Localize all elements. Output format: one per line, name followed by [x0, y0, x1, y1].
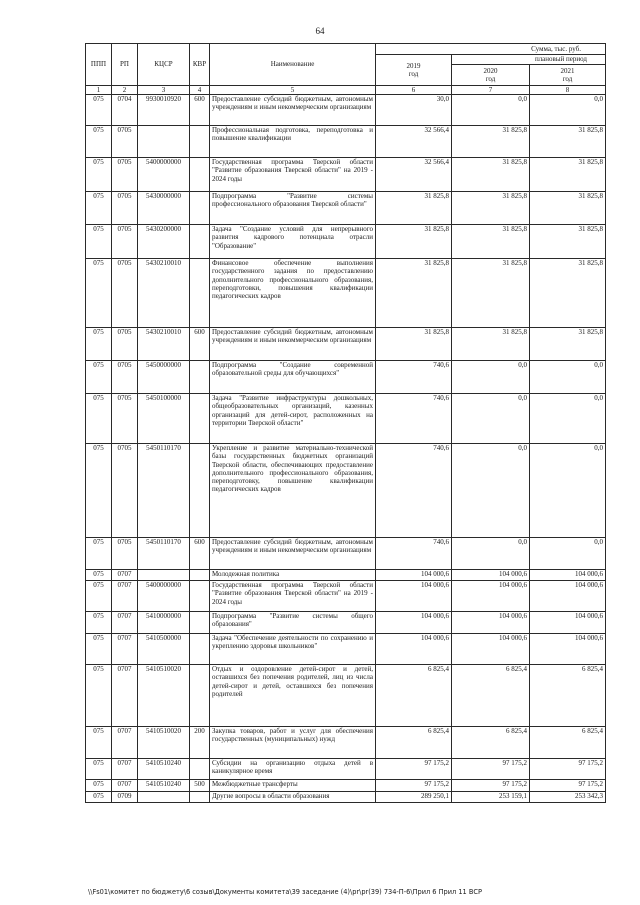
table-row — [86, 570, 606, 581]
cell-kcsr: 5410510020 — [138, 727, 190, 759]
cell-kcsr: 5430210010 — [138, 259, 190, 328]
table-row — [86, 665, 606, 727]
cell-2021: 104 000,6 — [530, 612, 606, 634]
cell-2021: 0,0 — [530, 394, 606, 444]
cell-kcsr: 5450110170 — [138, 444, 190, 538]
header-sum: Сумма, тыс. руб. — [376, 44, 606, 55]
cell-ppp: 075 — [86, 612, 112, 634]
cell-2020: 31 825,8 — [452, 158, 530, 192]
table-row — [86, 192, 606, 225]
cell-kvr — [190, 192, 210, 225]
cell-rp: 0707 — [112, 581, 138, 612]
cell-name: Предоставление субсидий бюджетным, автономным учреждениям и иным некоммерческим организациям — [210, 95, 376, 126]
footer-file-path: \\Fs01\комитет по бюджету\6 созыв\Документы комитета\39 заседание (4)\pr\pr(39) 734-П-6\Прил 6 Прил 11 ВСР — [88, 888, 482, 896]
cell-kvr — [190, 444, 210, 538]
cell-2019: 31 825,8 — [376, 225, 452, 259]
table-row — [86, 634, 606, 665]
cell-kvr — [190, 361, 210, 394]
cell-2020: 31 825,8 — [452, 259, 530, 328]
cell-2020: 31 825,8 — [452, 192, 530, 225]
cell-rp: 0705 — [112, 192, 138, 225]
cell-ppp: 075 — [86, 259, 112, 328]
table-row — [86, 328, 606, 361]
cell-2019: 740,6 — [376, 538, 452, 570]
header-2020-year: 2020 — [483, 66, 498, 75]
page-number: 64 — [315, 26, 325, 36]
cell-2021: 31 825,8 — [530, 192, 606, 225]
header-rp: РП — [112, 44, 138, 86]
table-row — [86, 538, 606, 570]
cell-kcsr — [138, 126, 190, 158]
cell-kcsr: 5410510240 — [138, 759, 190, 780]
cell-2021: 31 825,8 — [530, 328, 606, 361]
cell-kcsr: 5400000000 — [138, 581, 190, 612]
header-2019 — [376, 55, 452, 86]
column-number: 2 — [112, 86, 138, 95]
cell-kcsr: 5410000000 — [138, 612, 190, 634]
cell-2021: 6 825,4 — [530, 665, 606, 727]
cell-2020: 0,0 — [452, 394, 530, 444]
cell-2019: 104 000,6 — [376, 612, 452, 634]
cell-kcsr: 5450100000 — [138, 394, 190, 444]
cell-2020: 31 825,8 — [452, 225, 530, 259]
cell-kcsr: 5450110170 — [138, 538, 190, 570]
cell-2019: 740,6 — [376, 394, 452, 444]
column-number: 8 — [530, 86, 606, 95]
cell-ppp: 075 — [86, 225, 112, 259]
cell-ppp: 075 — [86, 192, 112, 225]
cell-name: Межбюджетные трансферты — [210, 780, 376, 792]
cell-name: Подпрограмма "Создание современной образовательной среды для обучающихся" — [210, 361, 376, 394]
cell-ppp: 075 — [86, 665, 112, 727]
table-row — [86, 126, 606, 158]
cell-2019: 97 175,2 — [376, 780, 452, 792]
cell-2021: 253 342,3 — [530, 792, 606, 803]
cell-kvr — [190, 570, 210, 581]
table-row — [86, 727, 606, 759]
cell-2019: 32 566,4 — [376, 126, 452, 158]
cell-kvr: 200 — [190, 727, 210, 759]
table-body — [86, 95, 606, 803]
cell-2020: 97 175,2 — [452, 759, 530, 780]
table-row — [86, 394, 606, 444]
cell-rp: 0709 — [112, 792, 138, 803]
column-number: 3 — [138, 86, 190, 95]
table-row — [86, 259, 606, 328]
header-ppp: ППП — [86, 44, 112, 86]
cell-name: Отдых и оздоровление детей-сирот и детей, оставшихся без попечения родителей, лиц из числа детей-сирот и детей, оставшихся без попечения родителей — [210, 665, 376, 727]
cell-rp: 0705 — [112, 444, 138, 538]
cell-ppp: 075 — [86, 792, 112, 803]
cell-2019: 104 000,6 — [376, 634, 452, 665]
cell-2019: 97 175,2 — [376, 759, 452, 780]
cell-2021: 0,0 — [530, 95, 606, 126]
cell-2020: 104 000,6 — [452, 634, 530, 665]
cell-2020: 0,0 — [452, 361, 530, 394]
cell-name: Профессиональная подготовка, переподготовка и повышение квалификации — [210, 126, 376, 158]
cell-name: Другие вопросы в области образования — [210, 792, 376, 803]
cell-rp: 0707 — [112, 634, 138, 665]
cell-2020: 6 825,4 — [452, 665, 530, 727]
cell-name: Задача "Развитие инфраструктуры дошкольных, общеобразовательных организаций, казенных организаций для детей-сирот, расположенных на территории Тверской области" — [210, 394, 376, 444]
cell-2021: 0,0 — [530, 538, 606, 570]
cell-name: Задача "Создание условий для непрерывного развития кадрового потенциала отрасли "Образование" — [210, 225, 376, 259]
cell-2020: 104 000,6 — [452, 612, 530, 634]
cell-2021: 31 825,8 — [530, 225, 606, 259]
cell-kvr: 500 — [190, 780, 210, 792]
cell-name: Субсидии на организацию отдыха детей в каникулярное время — [210, 759, 376, 780]
table-row — [86, 792, 606, 803]
cell-2020: 253 159,1 — [452, 792, 530, 803]
table-row — [86, 780, 606, 792]
cell-rp: 0704 — [112, 95, 138, 126]
column-number: 7 — [452, 86, 530, 95]
cell-kvr — [190, 259, 210, 328]
cell-2020: 104 000,6 — [452, 570, 530, 581]
cell-kvr — [190, 665, 210, 727]
cell-kvr — [190, 158, 210, 192]
cell-kcsr: 5410500000 — [138, 634, 190, 665]
table-row — [86, 444, 606, 538]
table-row — [86, 612, 606, 634]
cell-ppp: 075 — [86, 538, 112, 570]
cell-kcsr: 5430000000 — [138, 192, 190, 225]
cell-kvr — [190, 634, 210, 665]
cell-name: Финансовое обеспечение выполнения государственного задания по предоставлению дополнительного профессионального образования, переподготовки, повышения квалификации педагогических кадров — [210, 259, 376, 328]
cell-2019: 30,0 — [376, 95, 452, 126]
column-number: 5 — [210, 86, 376, 95]
cell-kvr — [190, 759, 210, 780]
cell-kcsr — [138, 792, 190, 803]
cell-ppp: 075 — [86, 126, 112, 158]
cell-rp: 0705 — [112, 538, 138, 570]
table-row — [86, 361, 606, 394]
cell-name: Государственная программа Тверской области "Развитие образования Тверской области" на 2019 - 2024 годы — [210, 158, 376, 192]
budget-table — [85, 43, 606, 803]
cell-kvr: 600 — [190, 95, 210, 126]
cell-rp: 0705 — [112, 225, 138, 259]
cell-name: Подпрограмма "Развитие системы профессионального образования Тверской области" — [210, 192, 376, 225]
cell-kcsr — [138, 570, 190, 581]
cell-2021: 97 175,2 — [530, 780, 606, 792]
table-row — [86, 581, 606, 612]
cell-kvr — [190, 792, 210, 803]
cell-2021: 31 825,8 — [530, 158, 606, 192]
cell-kcsr: 5430200000 — [138, 225, 190, 259]
cell-kvr — [190, 581, 210, 612]
header-planned-period: плановый период — [452, 55, 606, 65]
table-row — [86, 759, 606, 780]
cell-name: Предоставление субсидий бюджетным, автономным учреждениям и иным некоммерческим организациям — [210, 328, 376, 361]
cell-kvr — [190, 225, 210, 259]
cell-kvr — [190, 126, 210, 158]
cell-2019: 104 000,6 — [376, 570, 452, 581]
cell-name: Молодежная политика — [210, 570, 376, 581]
cell-2020: 104 000,6 — [452, 581, 530, 612]
cell-2019: 289 250,1 — [376, 792, 452, 803]
column-number: 4 — [190, 86, 210, 95]
cell-rp: 0707 — [112, 759, 138, 780]
table-row — [86, 95, 606, 126]
cell-2020: 0,0 — [452, 444, 530, 538]
column-number: 6 — [376, 86, 452, 95]
table-row — [86, 158, 606, 192]
cell-2020: 31 825,8 — [452, 328, 530, 361]
cell-ppp: 075 — [86, 581, 112, 612]
cell-2020: 31 825,8 — [452, 126, 530, 158]
cell-2019: 31 825,8 — [376, 259, 452, 328]
column-number-row — [86, 86, 606, 95]
column-number: 1 — [86, 86, 112, 95]
header-2021-god: год — [562, 75, 573, 83]
cell-kvr — [190, 394, 210, 444]
cell-rp: 0705 — [112, 259, 138, 328]
cell-rp: 0705 — [112, 394, 138, 444]
cell-rp: 0705 — [112, 328, 138, 361]
cell-kcsr: 5400000000 — [138, 158, 190, 192]
cell-2021: 31 825,8 — [530, 126, 606, 158]
header-kvr: КВР — [190, 44, 210, 86]
cell-2021: 104 000,6 — [530, 581, 606, 612]
cell-2021: 0,0 — [530, 361, 606, 394]
cell-rp: 0707 — [112, 727, 138, 759]
cell-kcsr: 9930010920 — [138, 95, 190, 126]
header-2021 — [530, 65, 606, 86]
cell-2019: 6 825,4 — [376, 665, 452, 727]
cell-rp: 0705 — [112, 158, 138, 192]
cell-2021: 104 000,6 — [530, 634, 606, 665]
header-kcsr: КЦСР — [138, 44, 190, 86]
cell-2019: 740,6 — [376, 444, 452, 538]
cell-2019: 31 825,8 — [376, 328, 452, 361]
cell-kcsr: 5410510240 — [138, 780, 190, 792]
cell-2020: 97 175,2 — [452, 780, 530, 792]
cell-rp: 0707 — [112, 612, 138, 634]
header-2020-god: год — [485, 75, 496, 83]
cell-2019: 31 825,8 — [376, 192, 452, 225]
cell-2019: 740,6 — [376, 361, 452, 394]
header-2019-year: 2019 — [406, 61, 421, 70]
cell-2019: 104 000,6 — [376, 581, 452, 612]
cell-2021: 0,0 — [530, 444, 606, 538]
cell-2021: 104 000,6 — [530, 570, 606, 581]
cell-2020: 0,0 — [452, 538, 530, 570]
cell-ppp: 075 — [86, 759, 112, 780]
cell-ppp: 075 — [86, 158, 112, 192]
cell-name: Задача "Обеспечение деятельности по сохранению и укреплению здоровья школьников" — [210, 634, 376, 665]
cell-2021: 31 825,8 — [530, 259, 606, 328]
cell-kvr: 600 — [190, 538, 210, 570]
cell-2019: 32 566,4 — [376, 158, 452, 192]
cell-kcsr: 5430210010 — [138, 328, 190, 361]
header-2021-year: 2021 — [560, 66, 575, 75]
cell-ppp: 075 — [86, 361, 112, 394]
cell-name: Укрепление и развитие материально-технической базы государственных бюджетных организаций Тверской области, обеспечивающих предоставление дополнительного профессионального образования, переподготовку, повышение квалификации педагогических кадров — [210, 444, 376, 538]
cell-rp: 0707 — [112, 665, 138, 727]
header-2019-god: год — [408, 70, 419, 78]
cell-rp: 0705 — [112, 361, 138, 394]
cell-2019: 6 825,4 — [376, 727, 452, 759]
cell-ppp: 075 — [86, 780, 112, 792]
cell-kcsr: 5410510020 — [138, 665, 190, 727]
cell-name: Подпрограмма "Развитие системы общего образования" — [210, 612, 376, 634]
cell-kvr: 600 — [190, 328, 210, 361]
cell-ppp: 075 — [86, 634, 112, 665]
table-row — [86, 225, 606, 259]
cell-ppp: 075 — [86, 95, 112, 126]
cell-2021: 97 175,2 — [530, 759, 606, 780]
cell-2021: 6 825,4 — [530, 727, 606, 759]
cell-2020: 6 825,4 — [452, 727, 530, 759]
cell-ppp: 075 — [86, 328, 112, 361]
cell-name: Государственная программа Тверской области "Развитие образования Тверской области" на 2019 - 2024 годы — [210, 581, 376, 612]
cell-kcsr: 5450000000 — [138, 361, 190, 394]
cell-2020: 0,0 — [452, 95, 530, 126]
cell-ppp: 075 — [86, 444, 112, 538]
cell-rp: 0707 — [112, 570, 138, 581]
cell-ppp: 075 — [86, 570, 112, 581]
cell-ppp: 075 — [86, 394, 112, 444]
cell-kvr — [190, 612, 210, 634]
cell-ppp: 075 — [86, 727, 112, 759]
cell-name: Предоставление субсидий бюджетным, автономным учреждениям и иным некоммерческим организациям — [210, 538, 376, 570]
cell-rp: 0705 — [112, 126, 138, 158]
header-2020 — [452, 65, 530, 86]
header-name: Наименование — [210, 44, 376, 86]
cell-rp: 0707 — [112, 780, 138, 792]
cell-name: Закупка товаров, работ и услуг для обеспечения государственных (муниципальных) нужд — [210, 727, 376, 759]
